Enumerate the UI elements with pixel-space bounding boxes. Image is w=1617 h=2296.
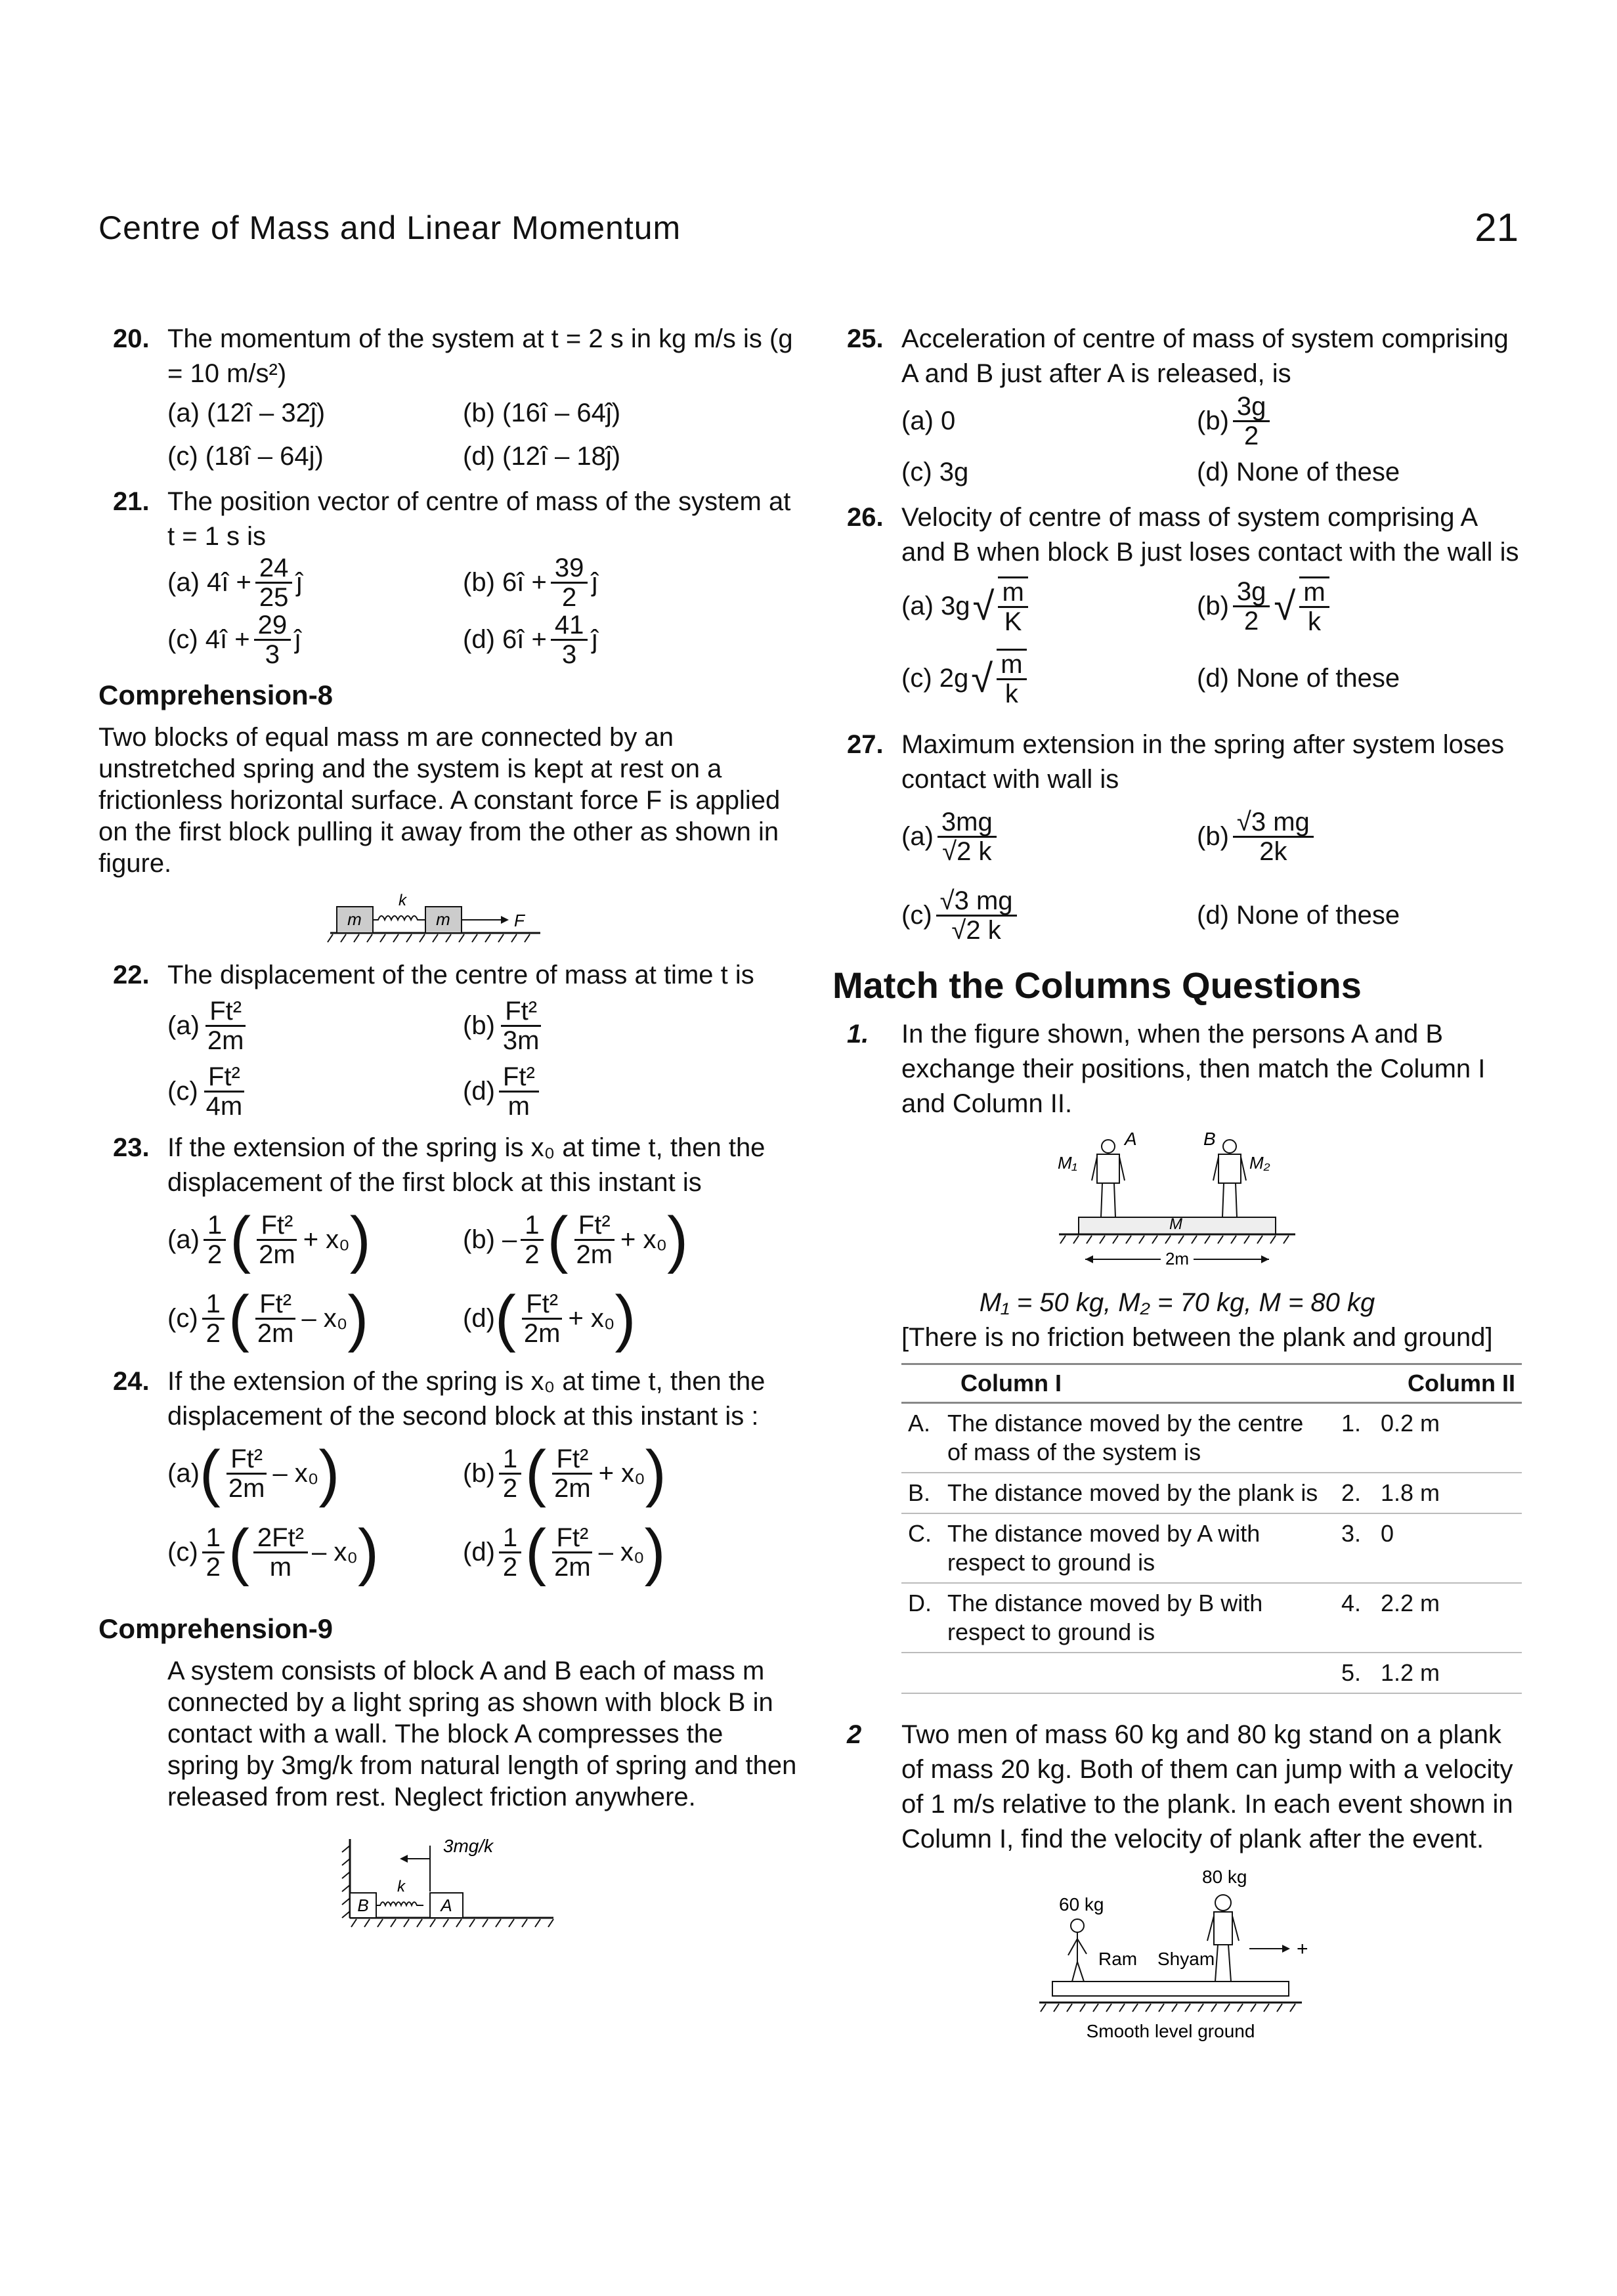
two-block-spring-figure bbox=[324, 892, 573, 945]
comprehension-8-text: Two blocks of equal mass m are connected by an unstretched spring and the system is kept at rest on a frictionless horizontal surface. A constant force F is applied on the first block pulling it away from the other as shown in figure. bbox=[98, 723, 781, 878]
question-number: 24. bbox=[113, 1367, 150, 1396]
left-column bbox=[98, 322, 798, 1938]
svg-text:B: B bbox=[356, 1895, 369, 1915]
option-b: (b) $\frac{3g}{2}$ bbox=[1197, 391, 1492, 450]
question-text: Maximum extension in the spring after system loses contact with wall is bbox=[901, 730, 1505, 794]
question-number: 21. bbox=[113, 487, 150, 516]
question-number: 22. bbox=[113, 961, 150, 989]
option-a: (a) 4î + $\frac{24}{25}$ ĵ bbox=[167, 553, 303, 612]
persons-on-plank-figure bbox=[1033, 1128, 1322, 1279]
question-text: Velocity of centre of mass of system comprising A and B when block B just loses contact with the wall is bbox=[901, 503, 1519, 567]
svg-text:Shyam: Shyam bbox=[1157, 1949, 1215, 1969]
men-on-plank-figure bbox=[1026, 1863, 1328, 2047]
svg-text:k: k bbox=[398, 892, 406, 909]
option-a: (a) $\frac{3mg}{√2 k}$ bbox=[901, 797, 1197, 876]
question-23 bbox=[98, 1131, 798, 1358]
match-question-2 bbox=[832, 1718, 1522, 1857]
match-row: D. The distance moved by B with respect to ground is 4. 2.2 m bbox=[901, 1583, 1522, 1653]
question-21 bbox=[98, 485, 798, 668]
match-question-1 bbox=[832, 1017, 1522, 1121]
spring bbox=[373, 916, 425, 920]
question-25 bbox=[832, 322, 1522, 494]
svg-text:k: k bbox=[397, 1878, 405, 1895]
person-b bbox=[1213, 1140, 1246, 1217]
option-d: (d) None of these bbox=[1197, 457, 1400, 487]
option-d: (d) (12î – 18ĵ) bbox=[463, 441, 621, 471]
person-a bbox=[1092, 1140, 1125, 1217]
question-number: 2 bbox=[847, 1720, 862, 1749]
option-a: (a) $\frac{\text{Ft²}}{2m}$ bbox=[167, 993, 463, 1058]
column-1-header: Column I bbox=[901, 1364, 1335, 1403]
question-text: The position vector of centre of mass of the system at t = 1 s is bbox=[167, 487, 791, 551]
option-b: (b) – $\frac{1}{2}$ ( $\frac{\text{Ft²}}{2m}$ + x₀ ) bbox=[463, 1204, 689, 1274]
svg-text:B: B bbox=[1203, 1129, 1216, 1149]
question-number: 23. bbox=[113, 1133, 150, 1162]
option-b: (b) $\frac{1}{2}$ ( $\frac{\text{Ft²}}{2m}$ + x₀ ) bbox=[463, 1438, 666, 1508]
right-column bbox=[832, 322, 1522, 2054]
question-text: If the extension of the spring is x₀ at time t, then the displacement of the first block at this instant is bbox=[167, 1133, 765, 1197]
svg-text:Ram: Ram bbox=[1098, 1949, 1138, 1969]
option-d: (d) None of these bbox=[1197, 900, 1400, 930]
option-c: (c) 3g bbox=[901, 457, 969, 487]
option-c: (c) 2g √ $\frac{m}{k}$ bbox=[901, 642, 1197, 714]
option-b: (b) 6î + $\frac{39}{2}$ ĵ bbox=[463, 553, 598, 612]
svg-text:A: A bbox=[440, 1895, 452, 1915]
match-row: A. The distance moved by the centre of mass of the system is 1. 0.2 m bbox=[901, 1403, 1522, 1473]
question-27 bbox=[832, 727, 1522, 955]
svg-text:+: + bbox=[1297, 1938, 1308, 1960]
question-22 bbox=[98, 958, 798, 1124]
question-text: Two men of mass 60 kg and 80 kg stand on a plank of mass 20 kg. Both of them can jump with a velocity of 1 m/s relative to the plank. In each event shown in Column I, find the velocity of plank after the event. bbox=[901, 1720, 1513, 1853]
comprehension-9-text: A system consists of block A and B each of mass m connected by a light spring as shown with block B in contact with a wall. The block A compresses the spring by 3mg/k from natural length of spring and then released from rest. Neglect friction anywhere. bbox=[167, 1657, 797, 1811]
svg-text:F: F bbox=[513, 911, 525, 930]
question-text: In the figure shown, when the persons A and B exchange their positions, then match the Column I and Column II. bbox=[901, 1020, 1486, 1118]
svg-text:M: M bbox=[1169, 1215, 1182, 1233]
comprehension-9-title: Comprehension-9 bbox=[98, 1613, 334, 1644]
match-section-title: Match the Columns Questions bbox=[832, 964, 1362, 1006]
svg-text:m: m bbox=[435, 909, 450, 929]
option-a: (a) ( $\frac{\text{Ft²}}{2m}$ – x₀ ) bbox=[167, 1438, 340, 1508]
svg-text:3mg/k: 3mg/k bbox=[442, 1836, 493, 1856]
option-b: (b) $\frac{√3 mg}{2k}$ bbox=[1197, 797, 1492, 876]
match-row: C. The distance moved by A with respect to ground is 3. 0 bbox=[901, 1513, 1522, 1583]
option-c: (c) 4î + $\frac{29}{3}$ ĵ bbox=[167, 611, 301, 669]
option-c: (c) $\frac{√3 mg}{√2 k}$ bbox=[901, 876, 1197, 955]
question-number: 20. bbox=[113, 324, 150, 353]
spring bbox=[376, 1902, 423, 1905]
question-number: 1. bbox=[847, 1020, 869, 1049]
question-number: 26. bbox=[847, 503, 884, 532]
option-a: (a) (12î – 32ĵ) bbox=[167, 398, 326, 427]
plank bbox=[1052, 1982, 1289, 1996]
option-a: (a) 0 bbox=[901, 406, 956, 435]
option-c: (c) $\frac{1}{2}$ ( $\frac{\text{Ft²}}{2m}$ – x₀ ) bbox=[167, 1283, 369, 1353]
question-number: 27. bbox=[847, 730, 884, 759]
svg-text:60 kg: 60 kg bbox=[1059, 1894, 1104, 1915]
question-24 bbox=[98, 1364, 798, 1592]
option-d: (d) None of these bbox=[1197, 663, 1400, 693]
column-2-header: Column II bbox=[1335, 1364, 1522, 1403]
svg-text:M₁: M₁ bbox=[1058, 1153, 1077, 1173]
svg-text:M₂: M₂ bbox=[1249, 1153, 1270, 1173]
option-a: (a) $\frac{1}{2}$ ( $\frac{\text{Ft²}}{2m}$ + x₀ ) bbox=[167, 1204, 371, 1274]
svg-text:80 kg: 80 kg bbox=[1202, 1867, 1247, 1887]
match-table bbox=[901, 1363, 1522, 1694]
option-b: (b) $\frac{3g}{2}$ √ $\frac{m}{k}$ bbox=[1197, 570, 1492, 642]
given-masses: M₁ = 50 kg, M₂ = 70 kg, M = 80 kg bbox=[979, 1288, 1375, 1317]
question-text: The displacement of the centre of mass at time t is bbox=[167, 961, 754, 989]
match-row: 5. 1.2 m bbox=[901, 1653, 1522, 1693]
svg-text:Smooth level ground: Smooth level ground bbox=[1086, 2021, 1255, 2041]
chapter-title: Centre of Mass and Linear Momentum bbox=[98, 209, 681, 246]
svg-text:m: m bbox=[347, 909, 362, 929]
question-20 bbox=[98, 322, 798, 478]
svg-text:A: A bbox=[1125, 1129, 1137, 1149]
question-text: Acceleration of centre of mass of system comprising A and B just after A is released, is bbox=[901, 324, 1509, 388]
page-number: 21 bbox=[1475, 206, 1519, 249]
man-ram bbox=[1068, 1919, 1087, 1982]
option-b: (b) (16î – 64ĵ) bbox=[463, 398, 621, 427]
option-d: (d) ( $\frac{\text{Ft²}}{2m}$ + x₀ ) bbox=[463, 1283, 636, 1353]
option-d: (d) 6î + $\frac{41}{3}$ ĵ bbox=[463, 611, 598, 669]
friction-note: [There is no friction between the plank and ground] bbox=[901, 1323, 1493, 1352]
question-text: The momentum of the system at t = 2 s in kg m/s is (g = 10 m/s²) bbox=[167, 324, 793, 388]
wall-spring-figure bbox=[330, 1826, 567, 1931]
option-c: (c) (18î – 64j) bbox=[167, 441, 324, 471]
option-a: (a) 3g √ $\frac{m}{K}$ bbox=[901, 570, 1197, 642]
question-number: 25. bbox=[847, 324, 884, 353]
option-c: (c) $\frac{1}{2}$ ( $\frac{\text{2Ft²}}{m}$ – x₀ ) bbox=[167, 1517, 379, 1587]
option-d: (d) $\frac{\text{Ft²}}{m}$ bbox=[463, 1058, 758, 1124]
question-26 bbox=[832, 500, 1522, 714]
option-c: (c) $\frac{\text{Ft²}}{4m}$ bbox=[167, 1058, 463, 1124]
option-d: (d) $\frac{1}{2}$ ( $\frac{\text{Ft²}}{2m}$ – x₀ ) bbox=[463, 1517, 666, 1587]
comprehension-8-title: Comprehension-8 bbox=[98, 680, 334, 710]
match-row: B. The distance moved by the plank is 2. 1.8 m bbox=[901, 1473, 1522, 1513]
question-text: If the extension of the spring is x₀ at time t, then the displacement of the second block at this instant is : bbox=[167, 1367, 765, 1431]
option-b: (b) $\frac{\text{Ft²}}{3m}$ bbox=[463, 993, 758, 1058]
svg-text:2m: 2m bbox=[1165, 1249, 1190, 1268]
